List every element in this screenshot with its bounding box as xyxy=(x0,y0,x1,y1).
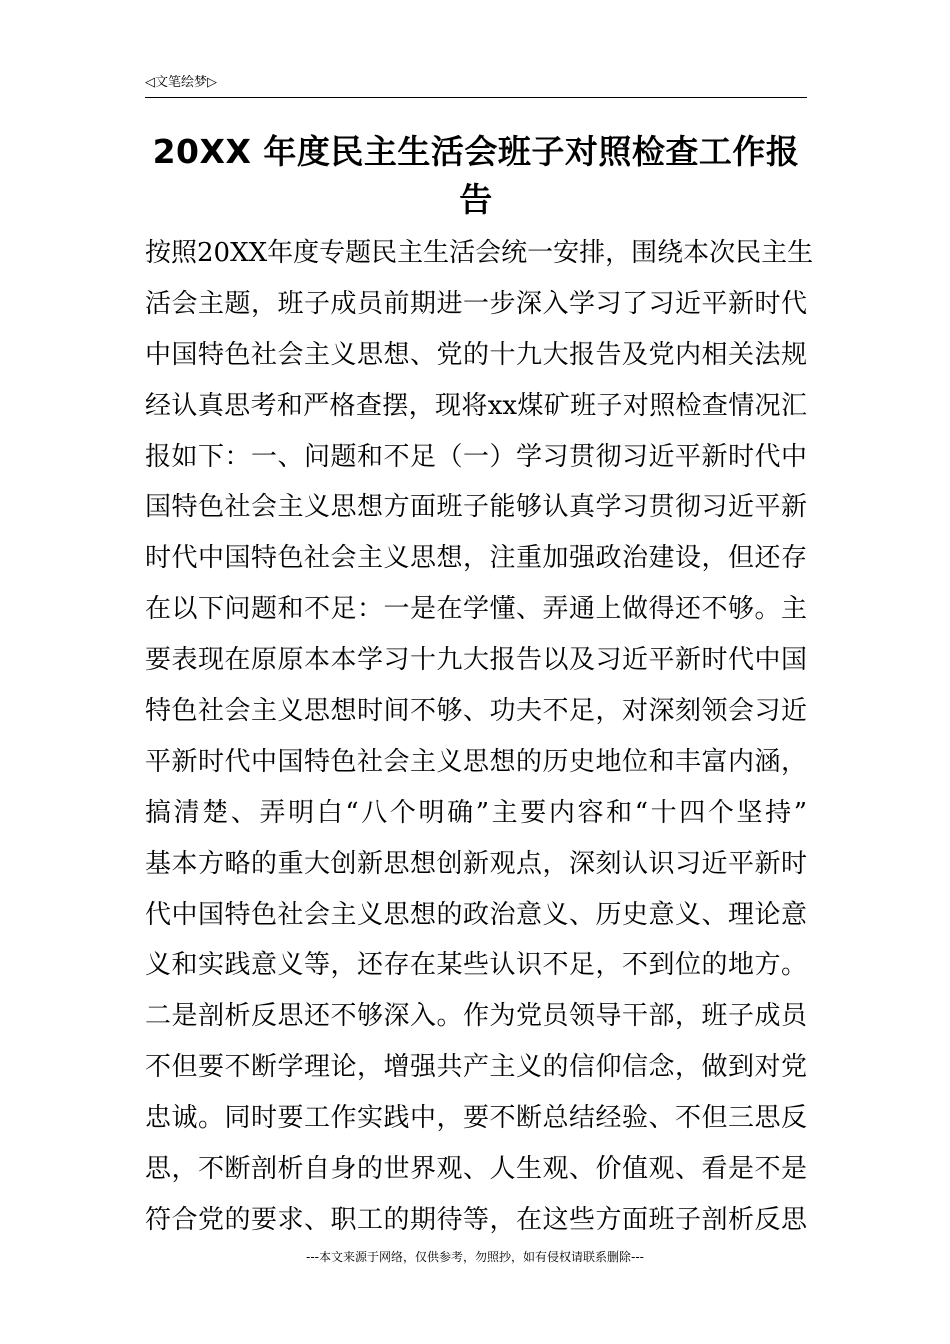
body-line: 要表现在原原本本学习十九大报告以及习近平新时代中国 xyxy=(145,645,807,676)
body-line: 基本方略的重大创新思想创新观点，深刻认识习近平新时 xyxy=(145,848,807,879)
body-line: 国特色社会主义思想方面班子能够认真学习贯彻习近平新 xyxy=(145,492,807,523)
body-line: 平新时代中国特色社会主义思想的历史地位和丰富内涵， xyxy=(145,746,807,777)
body-line: 搞清楚、弄明白“八个明确”主要内容和“十四个坚持” xyxy=(145,797,807,828)
document-body xyxy=(145,228,814,1246)
body-line: 中国特色社会主义思想、党的十九大报告及党内相关法规 xyxy=(145,339,807,370)
body-line: 经认真思考和严格查摆，现将xx煤矿班子对照检查情况汇 xyxy=(145,390,807,421)
body-line: 义和实践意义等，还存在某些认识不足，不到位的地方。 xyxy=(145,950,807,981)
body-line: 不但要不断学理论，增强共产主义的信仰信念，做到对党 xyxy=(145,1052,807,1083)
body-line: 时代中国特色社会主义思想，注重加强政治建设，但还存 xyxy=(145,543,807,574)
header-divider xyxy=(145,97,807,98)
body-line: 二是剖析反思还不够深入。作为党员领导干部，班子成员 xyxy=(145,1001,807,1032)
header-brand: ◁文笔绘梦▷ xyxy=(145,75,217,90)
body-line: 活会主题，班子成员前期进一步深入学习了习近平新时代 xyxy=(145,288,807,319)
body-line: 代中国特色社会主义思想的政治意义、历史意义、理论意 xyxy=(145,899,807,930)
footer-notice: ---本文来源于网络，仅供参考，勿照抄，如有侵权请联系删除--- xyxy=(306,1250,644,1264)
body-line: 思，不断剖析自身的世界观、人生观、价值观、看是不是 xyxy=(145,1154,807,1185)
body-line: 忠诚。同时要工作实践中，要不断总结经验、不但三思反 xyxy=(145,1103,807,1134)
body-line: 符合党的要求、职工的期待等，在这些方面班子剖析反思 xyxy=(145,1204,807,1235)
document-title xyxy=(140,128,812,224)
body-line: 特色社会主义思想时间不够、功夫不足，对深刻领会习近 xyxy=(145,696,807,727)
title-line-1: 20XX 年度民主生活会班子对照检查工作报 xyxy=(152,132,800,171)
body-line: 报如下：一、问题和不足（一）学习贯彻习近平新时代中 xyxy=(145,441,807,472)
body-line: 按照20XX年度专题民主生活会统一安排，围绕本次民主生 xyxy=(145,238,814,268)
title-line-2: 告 xyxy=(459,180,493,219)
body-line: 在以下问题和不足：一是在学懂、弄通上做得还不够。主 xyxy=(145,594,807,625)
